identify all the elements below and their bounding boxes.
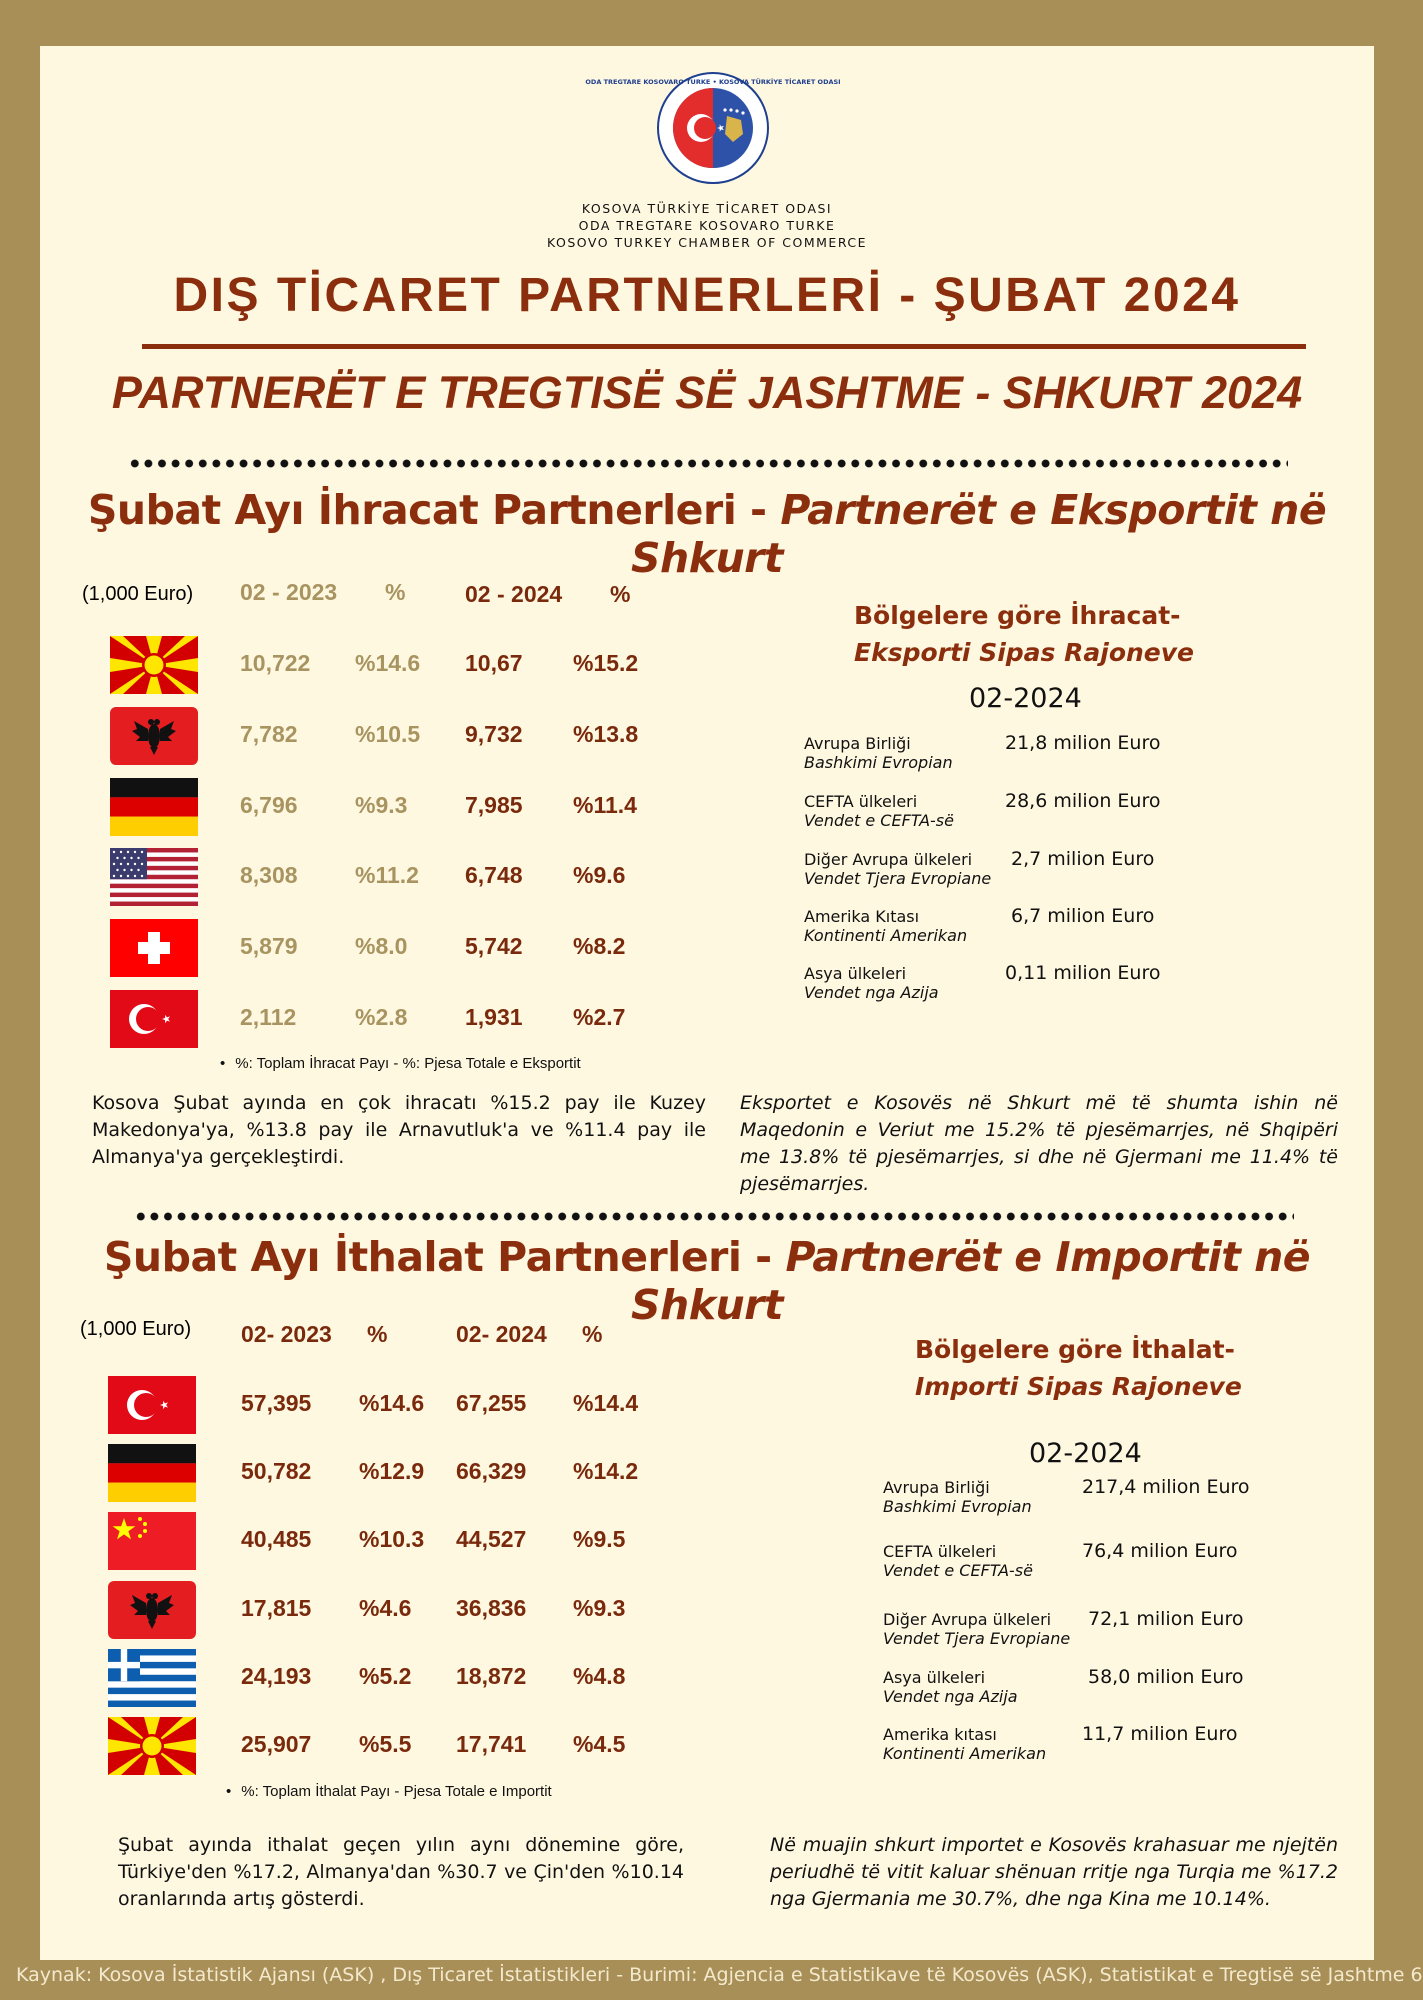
chamber-name-block xyxy=(407,200,1007,251)
exports-row-value-2024: 6,748 xyxy=(465,862,523,889)
document-page xyxy=(40,46,1374,1960)
greece-flag xyxy=(108,1649,196,1707)
title-divider xyxy=(142,344,1306,349)
exports-row-value-2023: 10,722 xyxy=(240,650,311,676)
imports-row-share-2024: %9.3 xyxy=(573,1594,626,1621)
imports-row-value-2023: 17,815 xyxy=(241,1594,312,1621)
switzerland-flag xyxy=(110,919,198,977)
exports-section-title xyxy=(40,486,1374,582)
imports-region-name-sq: Kontinenti Amerikan xyxy=(883,1744,1047,1763)
imports-row-share-2023: %10.3 xyxy=(359,1526,425,1553)
exports-region-name xyxy=(804,734,953,772)
imports-region-name xyxy=(883,1478,1032,1516)
exports-regions-title-tr: Bölgelere göre İhracat- xyxy=(854,601,1181,630)
imports-row-value-2024: 67,255 xyxy=(456,1390,527,1416)
exports-row-share-2024: %9.6 xyxy=(573,862,626,889)
exports-region-name-tr: Asya ülkeleri xyxy=(804,964,907,983)
imports-region-name-tr: Avrupa Birliği xyxy=(883,1478,990,1497)
imports-region-value: 58,0 milion Euro xyxy=(1088,1666,1244,1688)
imports-regions-period: 02-2024 xyxy=(1029,1438,1142,1469)
usa-flag xyxy=(110,848,198,906)
exports-summary-sq: Eksportet e Kosovës në Shkurt më të shumta ishin në Maqedonin e Veriut me 15.2% të pjesëmarrjes, në Shqipëri me 13.8% të pjesëmarrjes, si dhe në Gjermani me 11.4% të pjesëmarrjes. xyxy=(740,1092,1338,1195)
imports-region-name-sq: Vendet e CEFTA-së xyxy=(883,1561,1033,1580)
imports-row-share-2024: %14.2 xyxy=(573,1458,639,1485)
exports-region-name-sq: Kontinenti Amerikan xyxy=(804,926,968,945)
exports-region-name xyxy=(804,964,939,1002)
imports-region-value: 72,1 milion Euro xyxy=(1088,1608,1244,1630)
imports-row-value-2024: 66,329 xyxy=(456,1458,527,1485)
imports-row-value-2023: 57,395 xyxy=(241,1390,312,1416)
exports-row-value-2024: 1,931 xyxy=(465,1004,523,1030)
albania-flag xyxy=(110,707,198,765)
imports-row-value-2024: 17,741 xyxy=(456,1731,527,1757)
exports-region-value: 0,11 milion Euro xyxy=(1005,962,1161,984)
exports-row-share-2024: %8.2 xyxy=(573,933,626,960)
imports-note: • %: Toplam İthalat Payı - Pjesa Totale e Importit xyxy=(226,1783,552,1800)
exports-row-value-2023: 7,782 xyxy=(240,720,298,747)
exports-row-value-2024: 5,742 xyxy=(465,933,523,960)
exports-row-share-2023: %14.6 xyxy=(355,650,421,676)
imports-row-share-2023: %12.9 xyxy=(359,1458,425,1485)
imports-regions-title xyxy=(915,1331,1242,1405)
imports-row-share-2024: %4.5 xyxy=(573,1731,626,1757)
imports-region-name xyxy=(883,1542,1033,1580)
main-title-sq: PARTNERËT E TREGTISË SË JASHTME - SHKURT 2024 xyxy=(111,367,1303,418)
imports-regions-title-sq: Importi Sipas Rajoneve xyxy=(915,1372,1242,1401)
imports-region-name-tr: Asya ülkeleri xyxy=(883,1668,986,1687)
turkey-flag xyxy=(110,990,198,1048)
exports-row-value-2023: 6,796 xyxy=(240,791,298,818)
imports-region-name xyxy=(883,1725,1046,1763)
imports-col-2024-pct: % xyxy=(582,1321,603,1347)
exports-row-share-2023: %9.3 xyxy=(355,791,408,818)
imports-region-name-sq: Vendet Tjera Evropiane xyxy=(883,1629,1071,1648)
exports-title-sq: Partnerët e Eksportit në Shkurt xyxy=(631,486,1327,582)
main-title-tr: DIŞ TİCARET PARTNERLERİ - ŞUBAT 2024 xyxy=(173,269,1241,322)
exports-row-value-2024: 9,732 xyxy=(465,720,523,747)
exports-region-name-tr: Avrupa Birliği xyxy=(804,734,911,753)
exports-region-name-tr: Amerika Kıtası xyxy=(804,907,920,926)
exports-row-value-2024: 10,67 xyxy=(465,650,523,676)
exports-row-share-2023: %10.5 xyxy=(355,720,421,747)
exports-region-name-tr: CEFTA ülkeleri xyxy=(804,792,918,811)
imports-row-value-2024: 36,836 xyxy=(456,1594,527,1621)
imports-title-tr: Şubat Ayı İthalat Partnerleri - xyxy=(103,1233,786,1281)
exports-region-value: 21,8 milion Euro xyxy=(1005,732,1161,754)
exports-row-value-2024: 7,985 xyxy=(465,791,523,818)
exports-region-name-sq: Vendet Tjera Evropiane xyxy=(804,869,992,888)
exports-row-share-2024: %2.7 xyxy=(573,1004,626,1030)
turkey-flag xyxy=(108,1376,196,1434)
source-footer: Kaynak: Kosova İstatistik Ajansı (ASK) , Dış Ticaret İstatistikleri - Burimi: Agjencia e Statistikave të Kosovës (ASK), Statistikat e Tregtisë së Jashtme 6 xyxy=(16,1964,1423,1986)
exports-col-2024: 02 - 2024 xyxy=(465,581,563,607)
imports-region-name-sq: Vendet nga Azija xyxy=(883,1687,1018,1706)
germany-flag xyxy=(108,1444,196,1502)
imports-region-name xyxy=(883,1668,1018,1706)
imports-row-value-2023: 25,907 xyxy=(241,1731,312,1757)
exports-region-name xyxy=(804,850,991,888)
albania-flag xyxy=(108,1581,196,1639)
imports-region-value: 217,4 milion Euro xyxy=(1082,1476,1250,1498)
north-macedonia-flag xyxy=(108,1717,196,1775)
imports-row-value-2024: 44,527 xyxy=(456,1526,527,1553)
imports-region-name-tr: Amerika kıtası xyxy=(883,1725,997,1744)
exports-title-tr: Şubat Ayı İhracat Partnerleri - xyxy=(87,486,781,534)
imports-col-2023-pct: % xyxy=(367,1321,388,1347)
exports-row-value-2023: 5,879 xyxy=(240,933,298,960)
imports-summary-sq: Në muajin shkurt importet e Kosovës krahasuar me njejtën periudhë të vitit kaluar shënuan rritje nga Turqia me %17.2 nga Gjermania me 30.7%, dhe nga Kina me 10.14%. xyxy=(770,1834,1338,1910)
imports-row-value-2023: 40,485 xyxy=(241,1526,312,1553)
imports-region-value: 11,7 milion Euro xyxy=(1082,1723,1238,1745)
exports-row-share-2023: %2.8 xyxy=(355,1004,408,1030)
germany-flag xyxy=(110,778,198,836)
chamber-name-tr: KOSOVA TÜRKİYE TİCARET ODASI xyxy=(581,201,833,216)
imports-row-value-2023: 24,193 xyxy=(241,1662,312,1689)
exports-region-name-sq: Vendet e CEFTA-së xyxy=(804,811,954,830)
imports-row-share-2024: %14.4 xyxy=(573,1390,639,1416)
dotted-divider xyxy=(128,459,1288,468)
exports-region-name-sq: Vendet nga Azija xyxy=(804,983,939,1002)
exports-note: • %: Toplam İhracat Payı - %: Pjesa Totale e Eksportit xyxy=(220,1055,581,1072)
exports-row-share-2024: %13.8 xyxy=(573,720,639,747)
exports-row-share-2024: %15.2 xyxy=(573,650,639,676)
exports-regions-title xyxy=(854,597,1194,671)
dotted-divider-2 xyxy=(134,1212,1294,1221)
exports-regions-period: 02-2024 xyxy=(969,683,1082,714)
imports-row-share-2024: %9.5 xyxy=(573,1526,626,1553)
exports-col-2023: 02 - 2023 xyxy=(240,579,338,605)
north-macedonia-flag xyxy=(110,636,198,694)
exports-row-value-2023: 8,308 xyxy=(240,862,298,889)
exports-region-name xyxy=(804,792,954,830)
imports-regions-title-tr: Bölgelere göre İthalat- xyxy=(915,1335,1235,1364)
exports-row-value-2023: 2,112 xyxy=(240,1004,297,1030)
imports-title-sq: Partnerët e Importit në Shkurt xyxy=(631,1233,1311,1329)
imports-row-value-2024: 18,872 xyxy=(456,1662,527,1689)
exports-region-value: 2,7 milion Euro xyxy=(1011,848,1155,870)
exports-row-share-2023: %11.2 xyxy=(355,862,419,889)
imports-region-name-tr: Diğer Avrupa ülkeleri xyxy=(883,1610,1052,1629)
imports-row-share-2023: %5.2 xyxy=(359,1662,412,1689)
imports-unit-label: (1,000 Euro) xyxy=(80,1318,192,1340)
imports-region-name-tr: CEFTA ülkeleri xyxy=(883,1542,997,1561)
exports-summary-tr: Kosova Şubat ayında en çok ihracatı %15.2 pay ile Kuzey Makedonya'ya, %13.8 pay ile Arnavutluk'a ve %11.4 pay ile Almanya'ya gerçekleştirdi. xyxy=(92,1092,706,1168)
imports-row-share-2023: %14.6 xyxy=(359,1390,425,1416)
imports-row-share-2023: %4.6 xyxy=(359,1594,412,1621)
imports-region-value: 76,4 milion Euro xyxy=(1082,1540,1238,1562)
chamber-name-en: KOSOVO TURKEY CHAMBER OF COMMERCE xyxy=(546,235,868,250)
imports-summary-tr: Şubat ayında ithalat geçen yılın aynı dönemine göre, Türkiye'den %17.2, Almanya'dan %30.7 ve Çin'den %10.14 oranlarında artış gösterdi. xyxy=(118,1834,684,1910)
imports-col-2023: 02- 2023 xyxy=(241,1321,332,1347)
exports-region-value: 28,6 milion Euro xyxy=(1005,790,1161,812)
exports-row-share-2023: %8.0 xyxy=(355,933,408,960)
svg-text:ODA TREGTARE KOSOVARO TURKE •: ODA TREGTARE KOSOVARO TURKE • KOSOVA TÜRKİYE TİCARET ODASI xyxy=(585,78,841,86)
imports-row-share-2023: %5.5 xyxy=(359,1731,412,1757)
exports-region-name xyxy=(804,907,967,945)
imports-region-name xyxy=(883,1610,1070,1648)
chamber-name-sq: ODA TREGTARE KOSOVARO TURKE xyxy=(578,218,836,233)
imports-row-value-2023: 50,782 xyxy=(241,1458,312,1485)
exports-col-2023-pct: % xyxy=(385,579,406,605)
imports-row-share-2024: %4.8 xyxy=(573,1662,626,1689)
exports-region-name-tr: Diğer Avrupa ülkeleri xyxy=(804,850,973,869)
exports-region-name-sq: Bashkimi Evropian xyxy=(804,753,953,772)
exports-regions-title-sq: Eksporti Sipas Rajoneve xyxy=(854,638,1195,667)
exports-region-value: 6,7 milion Euro xyxy=(1011,905,1155,927)
imports-col-2024: 02- 2024 xyxy=(456,1321,547,1347)
imports-section-title xyxy=(40,1233,1374,1329)
imports-region-name-sq: Bashkimi Evropian xyxy=(883,1497,1032,1516)
exports-row-share-2024: %11.4 xyxy=(573,791,637,818)
chamber-logo xyxy=(585,72,841,184)
exports-unit-label: (1,000 Euro) xyxy=(82,583,194,605)
china-flag xyxy=(108,1512,196,1570)
exports-col-2024-pct: % xyxy=(610,581,631,607)
